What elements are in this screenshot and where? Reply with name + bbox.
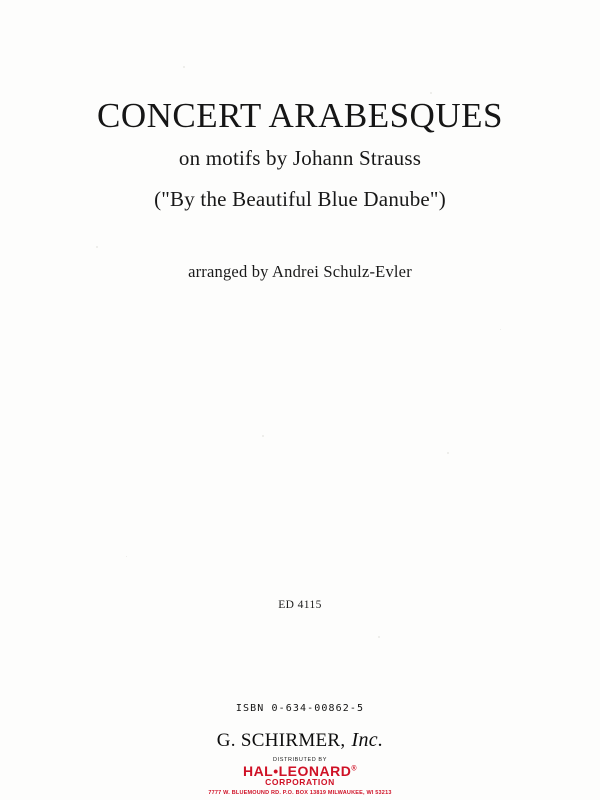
distributor-block bbox=[0, 757, 600, 796]
paper-speck bbox=[183, 66, 185, 68]
distributed-by-label: DISTRIBUTED BY bbox=[273, 757, 327, 763]
paper-speck bbox=[96, 246, 98, 248]
registered-trademark-icon: ® bbox=[351, 765, 358, 773]
arranger-credit: arranged by Andrei Schulz-Evler bbox=[188, 262, 412, 281]
title-block bbox=[0, 98, 600, 212]
publisher-suffix: Inc. bbox=[351, 729, 384, 751]
paper-speck bbox=[378, 636, 380, 638]
work-nickname: ("By the Beautiful Blue Danube") bbox=[154, 186, 446, 211]
page-title: CONCERT ARABESQUES bbox=[97, 96, 503, 135]
paper-speck bbox=[430, 92, 432, 94]
hal-leonard-wordmark: HAL•LEONARD bbox=[242, 763, 352, 779]
edition-number: ED 4115 bbox=[278, 599, 322, 611]
distributor-address: 7777 W. BLUEMOUND RD. P.O. BOX 13819 MILWAUKEE, WI 53213 bbox=[208, 790, 392, 796]
publisher-label: G. SCHIRMER, bbox=[216, 730, 346, 751]
paper-speck bbox=[126, 556, 127, 557]
publisher-name bbox=[0, 726, 600, 752]
paper-speck bbox=[500, 329, 501, 330]
subtitle: on motifs by Johann Strauss bbox=[178, 145, 422, 170]
hal-leonard-logo bbox=[0, 764, 600, 778]
isbn-text: ISBN 0-634-00862-5 bbox=[235, 703, 365, 714]
paper-speck bbox=[262, 435, 264, 437]
distributor-type: CORPORATION bbox=[265, 777, 335, 787]
paper-speck bbox=[447, 452, 449, 454]
